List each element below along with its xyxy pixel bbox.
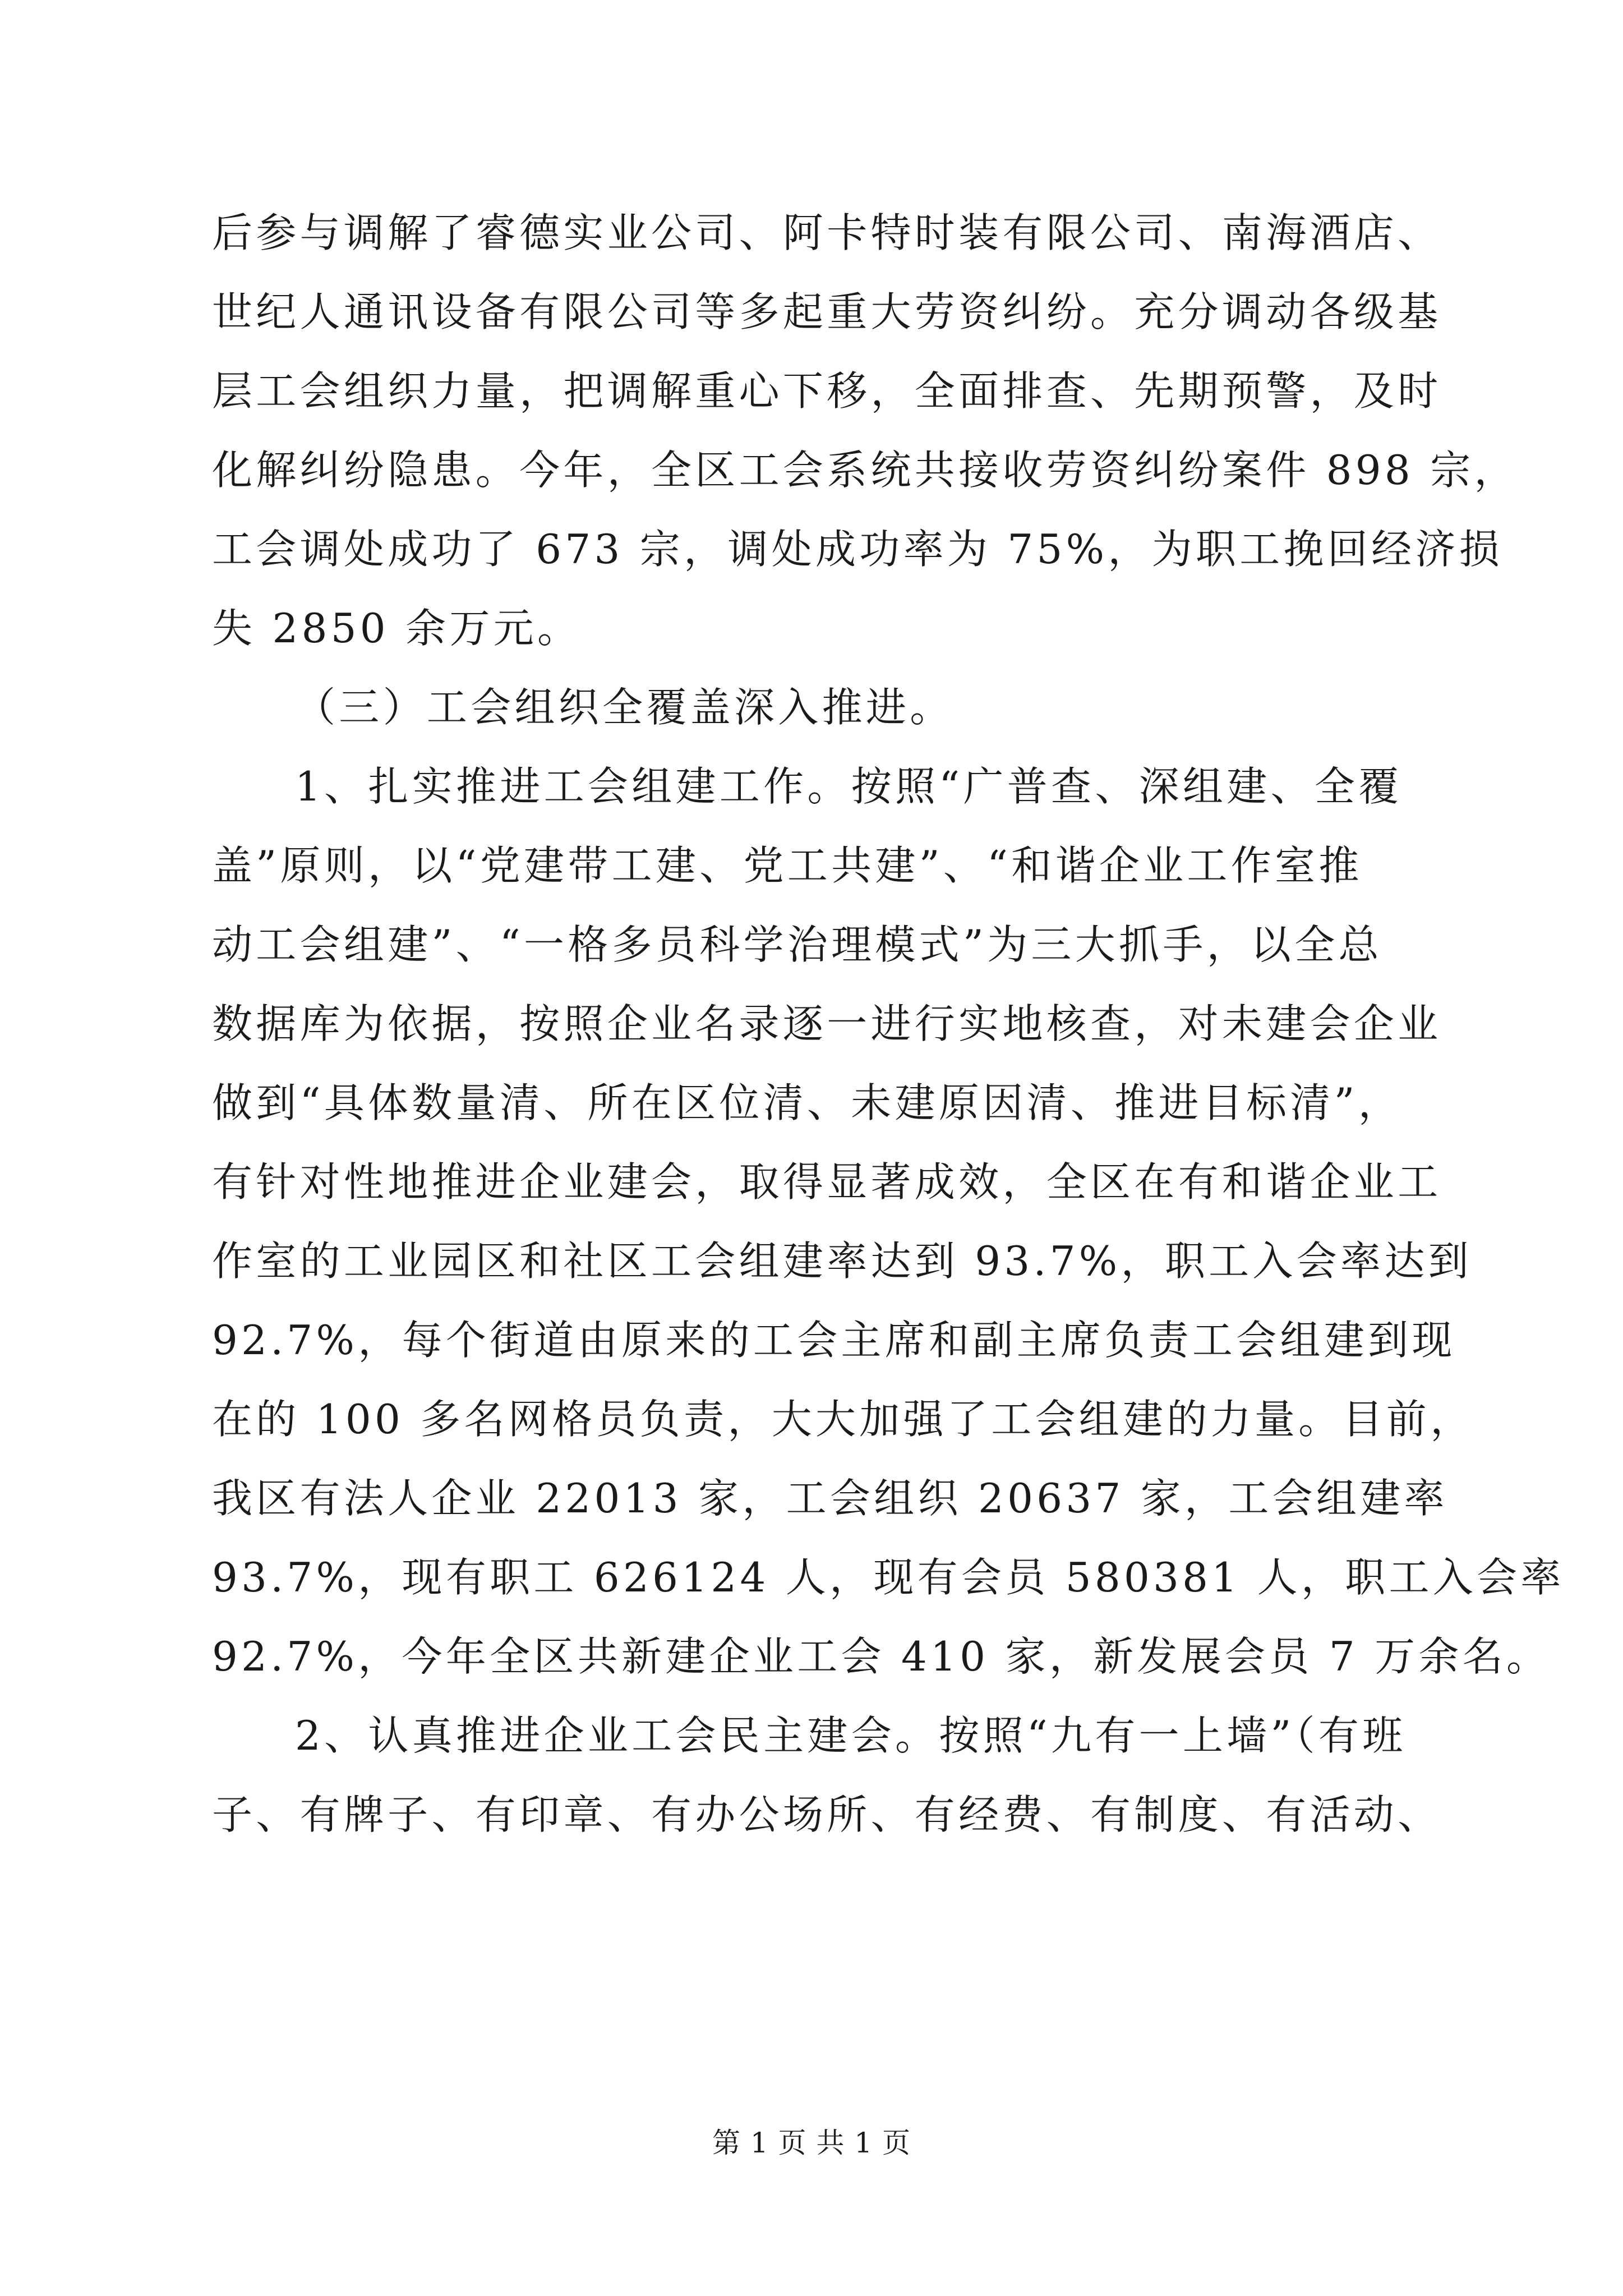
text-line: 世纪人通讯设备有限公司等多起重大劳资纠纷。充分调动各级基: [212, 288, 1442, 335]
text-line: 层工会组织力量，把调解重心下移，全面排查、先期预警，及时: [212, 367, 1442, 415]
paragraph-start-line: 2、认真推进企业工会民主建会。按照“九有一上墙”（有班: [295, 1712, 1407, 1759]
document-body: [212, 194, 1565, 1855]
section-heading: （三）工会组织全覆盖深入推进。: [295, 684, 954, 731]
text-line: 失 2850 余万元。: [212, 605, 582, 652]
text-line: 在的 100 多名网格员负责，大大加强了工会组建的力量。目前，: [212, 1396, 1474, 1443]
text-line: 子、有牌子、有印章、有办公场所、有经费、有制度、有活动、: [212, 1791, 1442, 1838]
text-line: 盖”原则，以“党建带工建、党工共建”、“和谐企业工作室推: [212, 842, 1363, 889]
text-line: 我区有法人企业 22013 家，工会组织 20637 家，工会组建率: [212, 1475, 1448, 1522]
text-line: 工会调处成功了 673 宗，调处成功率为 75%，为职工挽回经济损: [212, 526, 1504, 573]
text-line: 数据库为依据，按照企业名录逐一进行实地核查，对未建会企业: [212, 1000, 1442, 1047]
text-line: 有针对性地推进企业建会，取得显著成效，全区在有和谐企业工: [212, 1158, 1442, 1205]
text-line: 作室的工业园区和社区工会组建率达到 93.7%，职工入会率达到: [212, 1237, 1472, 1285]
text-line: 92.7%，今年全区共新建企业工会 410 家，新发展会员 7 万余名。: [212, 1633, 1551, 1680]
text-line: 做到“具体数量清、所在区位清、未建原因清、推进目标清”，: [212, 1079, 1403, 1126]
text-line: 后参与调解了睿德实业公司、阿卡特时装有限公司、南海酒店、: [212, 209, 1442, 256]
text-line: 93.7%，现有职工 626124 人，现有会员 580381 人，职工入会率: [212, 1554, 1565, 1601]
text-line: 动工会组建”、“一格多员科学治理模式”为三大抓手，以全总: [212, 921, 1382, 968]
text-line: 化解纠纷隐患。今年，全区工会系统共接收劳资纠纷案件 898 宗，: [212, 447, 1518, 494]
paragraph-start-line: 1、扎实推进工会组建工作。按照“广普查、深组建、全覆: [295, 763, 1403, 810]
text-line: 92.7%，每个街道由原来的工会主席和副主席负责工会组建到现: [212, 1317, 1456, 1364]
page-footer: 第 1 页 共 1 页: [712, 2127, 911, 2159]
